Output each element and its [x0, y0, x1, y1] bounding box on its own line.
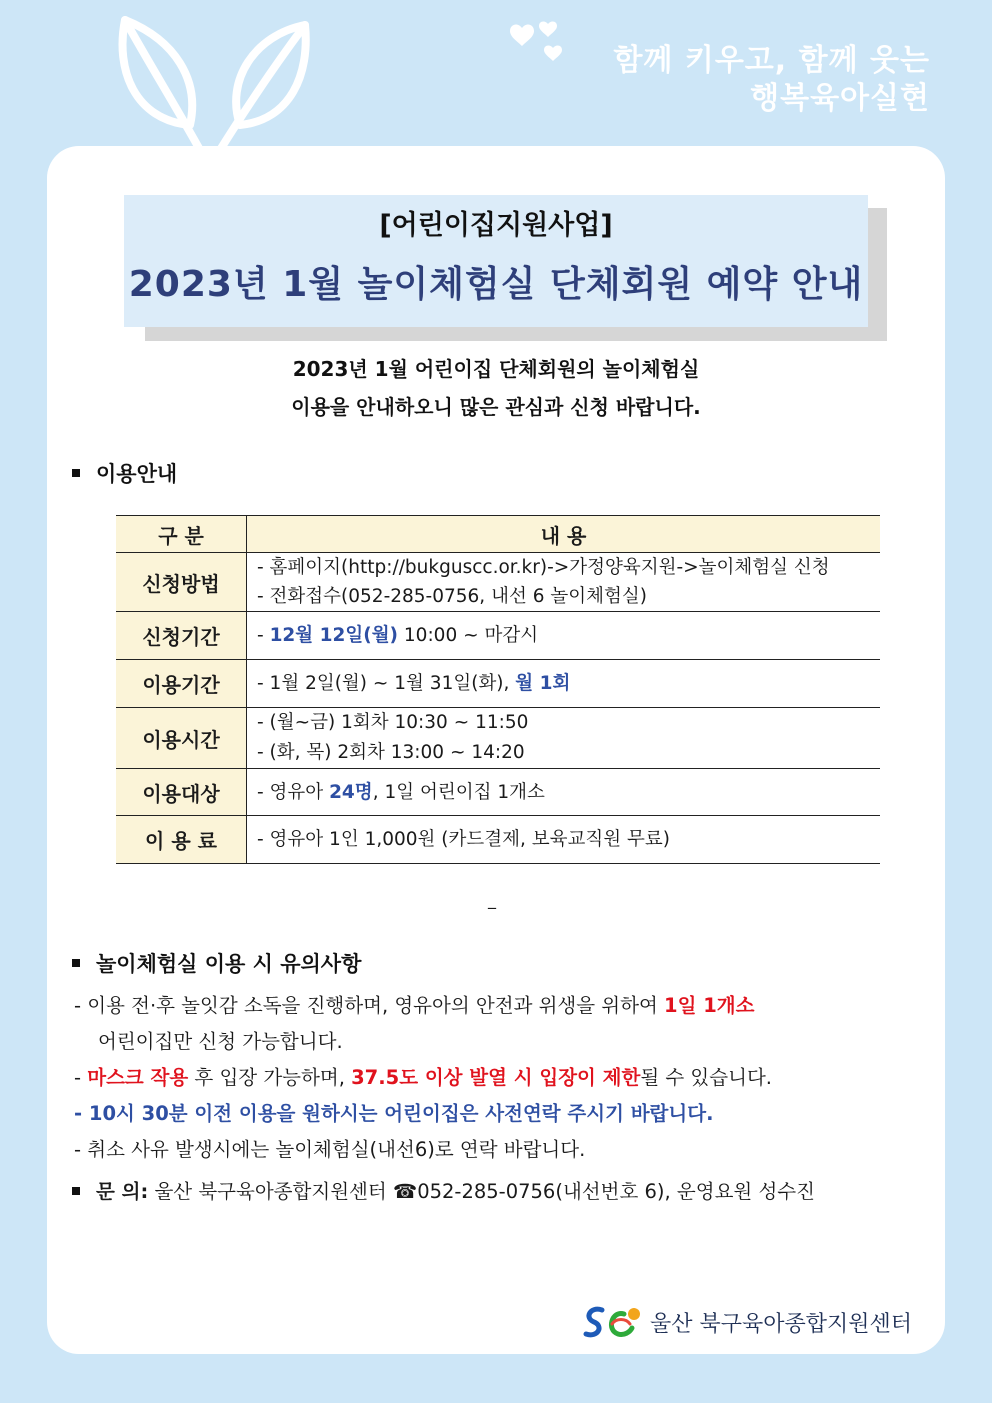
value-line: - 홈페이지(http://bukguscc.or.kr)->가정양육지원->놀이체험실 신청 — [257, 557, 830, 578]
table-row — [116, 660, 880, 708]
row-value — [247, 612, 881, 660]
leaves-decoration — [105, 10, 335, 160]
row-label: 이용대상 — [116, 769, 247, 816]
notes-heading — [72, 948, 361, 978]
contact-phone: 052-285-0756(내선번호 6), 운영요원 성수진 — [417, 1180, 815, 1203]
note-item — [74, 1060, 934, 1096]
bullet-square-icon — [72, 469, 80, 477]
note-item: - 취소 사유 발생시에는 놀이체험실(내선6)로 연락 바랍니다. — [74, 1138, 586, 1161]
row-value — [247, 660, 881, 708]
slogan — [613, 42, 930, 118]
row-value: - 영유아 1인 1,000원 (카드결제, 보육교직원 무료) — [247, 816, 881, 864]
footer-logo-text: 울산 북구육아종합지원센터 — [650, 1311, 913, 1337]
usage-heading — [72, 458, 177, 488]
note-text: 될 수 있습니다. — [640, 1066, 772, 1089]
notes-list — [74, 988, 934, 1168]
bullet-square-icon — [72, 1187, 80, 1195]
usage-table — [116, 515, 880, 864]
value-line: - 전화접수(052-285-0756, 내선 6 놀이체험실) — [257, 586, 647, 607]
value-line: - (월~금) 1회차 10:30 ~ 11:50 — [257, 712, 529, 733]
hearts-decoration — [508, 20, 570, 70]
note-text: - — [74, 1066, 88, 1089]
row-label: 이용기간 — [116, 660, 247, 708]
note-text: 후 입장 가능하며, — [188, 1066, 352, 1089]
note-highlight: 37.5도 이상 발열 시 입장이 제한 — [351, 1066, 641, 1089]
separator-mark: _ — [488, 890, 496, 909]
row-label: 이 용 료 — [116, 816, 247, 864]
slogan-line1: 함께 키우고, 함께 웃는 — [613, 43, 930, 78]
row-label: 신청방법 — [116, 553, 247, 612]
row-label: 신청기간 — [116, 612, 247, 660]
intro-text — [47, 350, 945, 426]
page-title: 2023년 1월 놀이체험실 단체회원 예약 안내 — [128, 264, 864, 305]
note-item — [74, 988, 934, 1024]
table-row — [116, 708, 880, 769]
intro-line1: 2023년 1월 어린이집 단체회원의 놀이체험실 — [292, 357, 700, 381]
value-line: - (화, 목) 2회차 13:00 ~ 14:20 — [257, 742, 525, 763]
slogan-line2: 행복육아실현 — [750, 81, 930, 116]
value-rest: 10:00 ~ 마감시 — [398, 625, 539, 646]
intro-line2: 이용을 안내하오니 많은 관심과 신청 바랍니다. — [291, 395, 701, 419]
note-item-continued: 어린이집만 신청 가능합니다. — [98, 1030, 343, 1053]
value-text: - 1월 2일(월) ~ 1월 31일(화), — [257, 673, 516, 694]
row-value — [247, 769, 881, 816]
contact-info — [72, 1176, 815, 1204]
notes-heading-text: 놀이체험실 이용 시 유의사항 — [96, 952, 362, 976]
table-row — [116, 553, 880, 612]
phone-icon: ☎ — [392, 1180, 418, 1203]
row-value — [247, 553, 881, 612]
bullet-square-icon — [72, 959, 80, 967]
value-highlight: 24명 — [329, 781, 373, 803]
footer-logo — [582, 1304, 912, 1340]
table-row — [116, 816, 880, 864]
table-row — [116, 612, 880, 660]
col-header-content: 내 용 — [247, 516, 881, 553]
note-highlight: 1일 1개소 — [664, 994, 755, 1017]
table-header-row — [116, 516, 880, 553]
col-header-category: 구 분 — [116, 516, 247, 553]
row-label: 이용시간 — [116, 708, 247, 769]
table-row — [116, 769, 880, 816]
usage-heading-text: 이용안내 — [96, 462, 178, 486]
note-text: - 이용 전·후 놀잇감 소독을 진행하며, 영유아의 안전과 위생을 위하여 — [74, 994, 665, 1017]
contact-label: 문 의: — [96, 1180, 149, 1203]
value-highlight: 12월 12일(월) — [269, 625, 399, 646]
center-logo-icon — [582, 1304, 644, 1340]
row-value — [247, 708, 881, 769]
note-highlight: 마스크 작용 — [87, 1066, 189, 1089]
value-prefix: - — [257, 625, 270, 646]
title-box — [124, 195, 868, 327]
value-prefix: - 영유아 — [257, 781, 330, 803]
title-category: [어린이집지원사업] — [379, 210, 613, 241]
value-rest: , 1일 어린이집 1개소 — [372, 781, 545, 803]
note-item: - 10시 30분 이전 이용을 원하시는 어린이집은 사전연락 주시기 바랍니다. — [74, 1102, 714, 1125]
value-highlight: 월 1회 — [515, 673, 571, 694]
contact-org: 울산 북구육아종합지원센터 — [148, 1180, 393, 1203]
